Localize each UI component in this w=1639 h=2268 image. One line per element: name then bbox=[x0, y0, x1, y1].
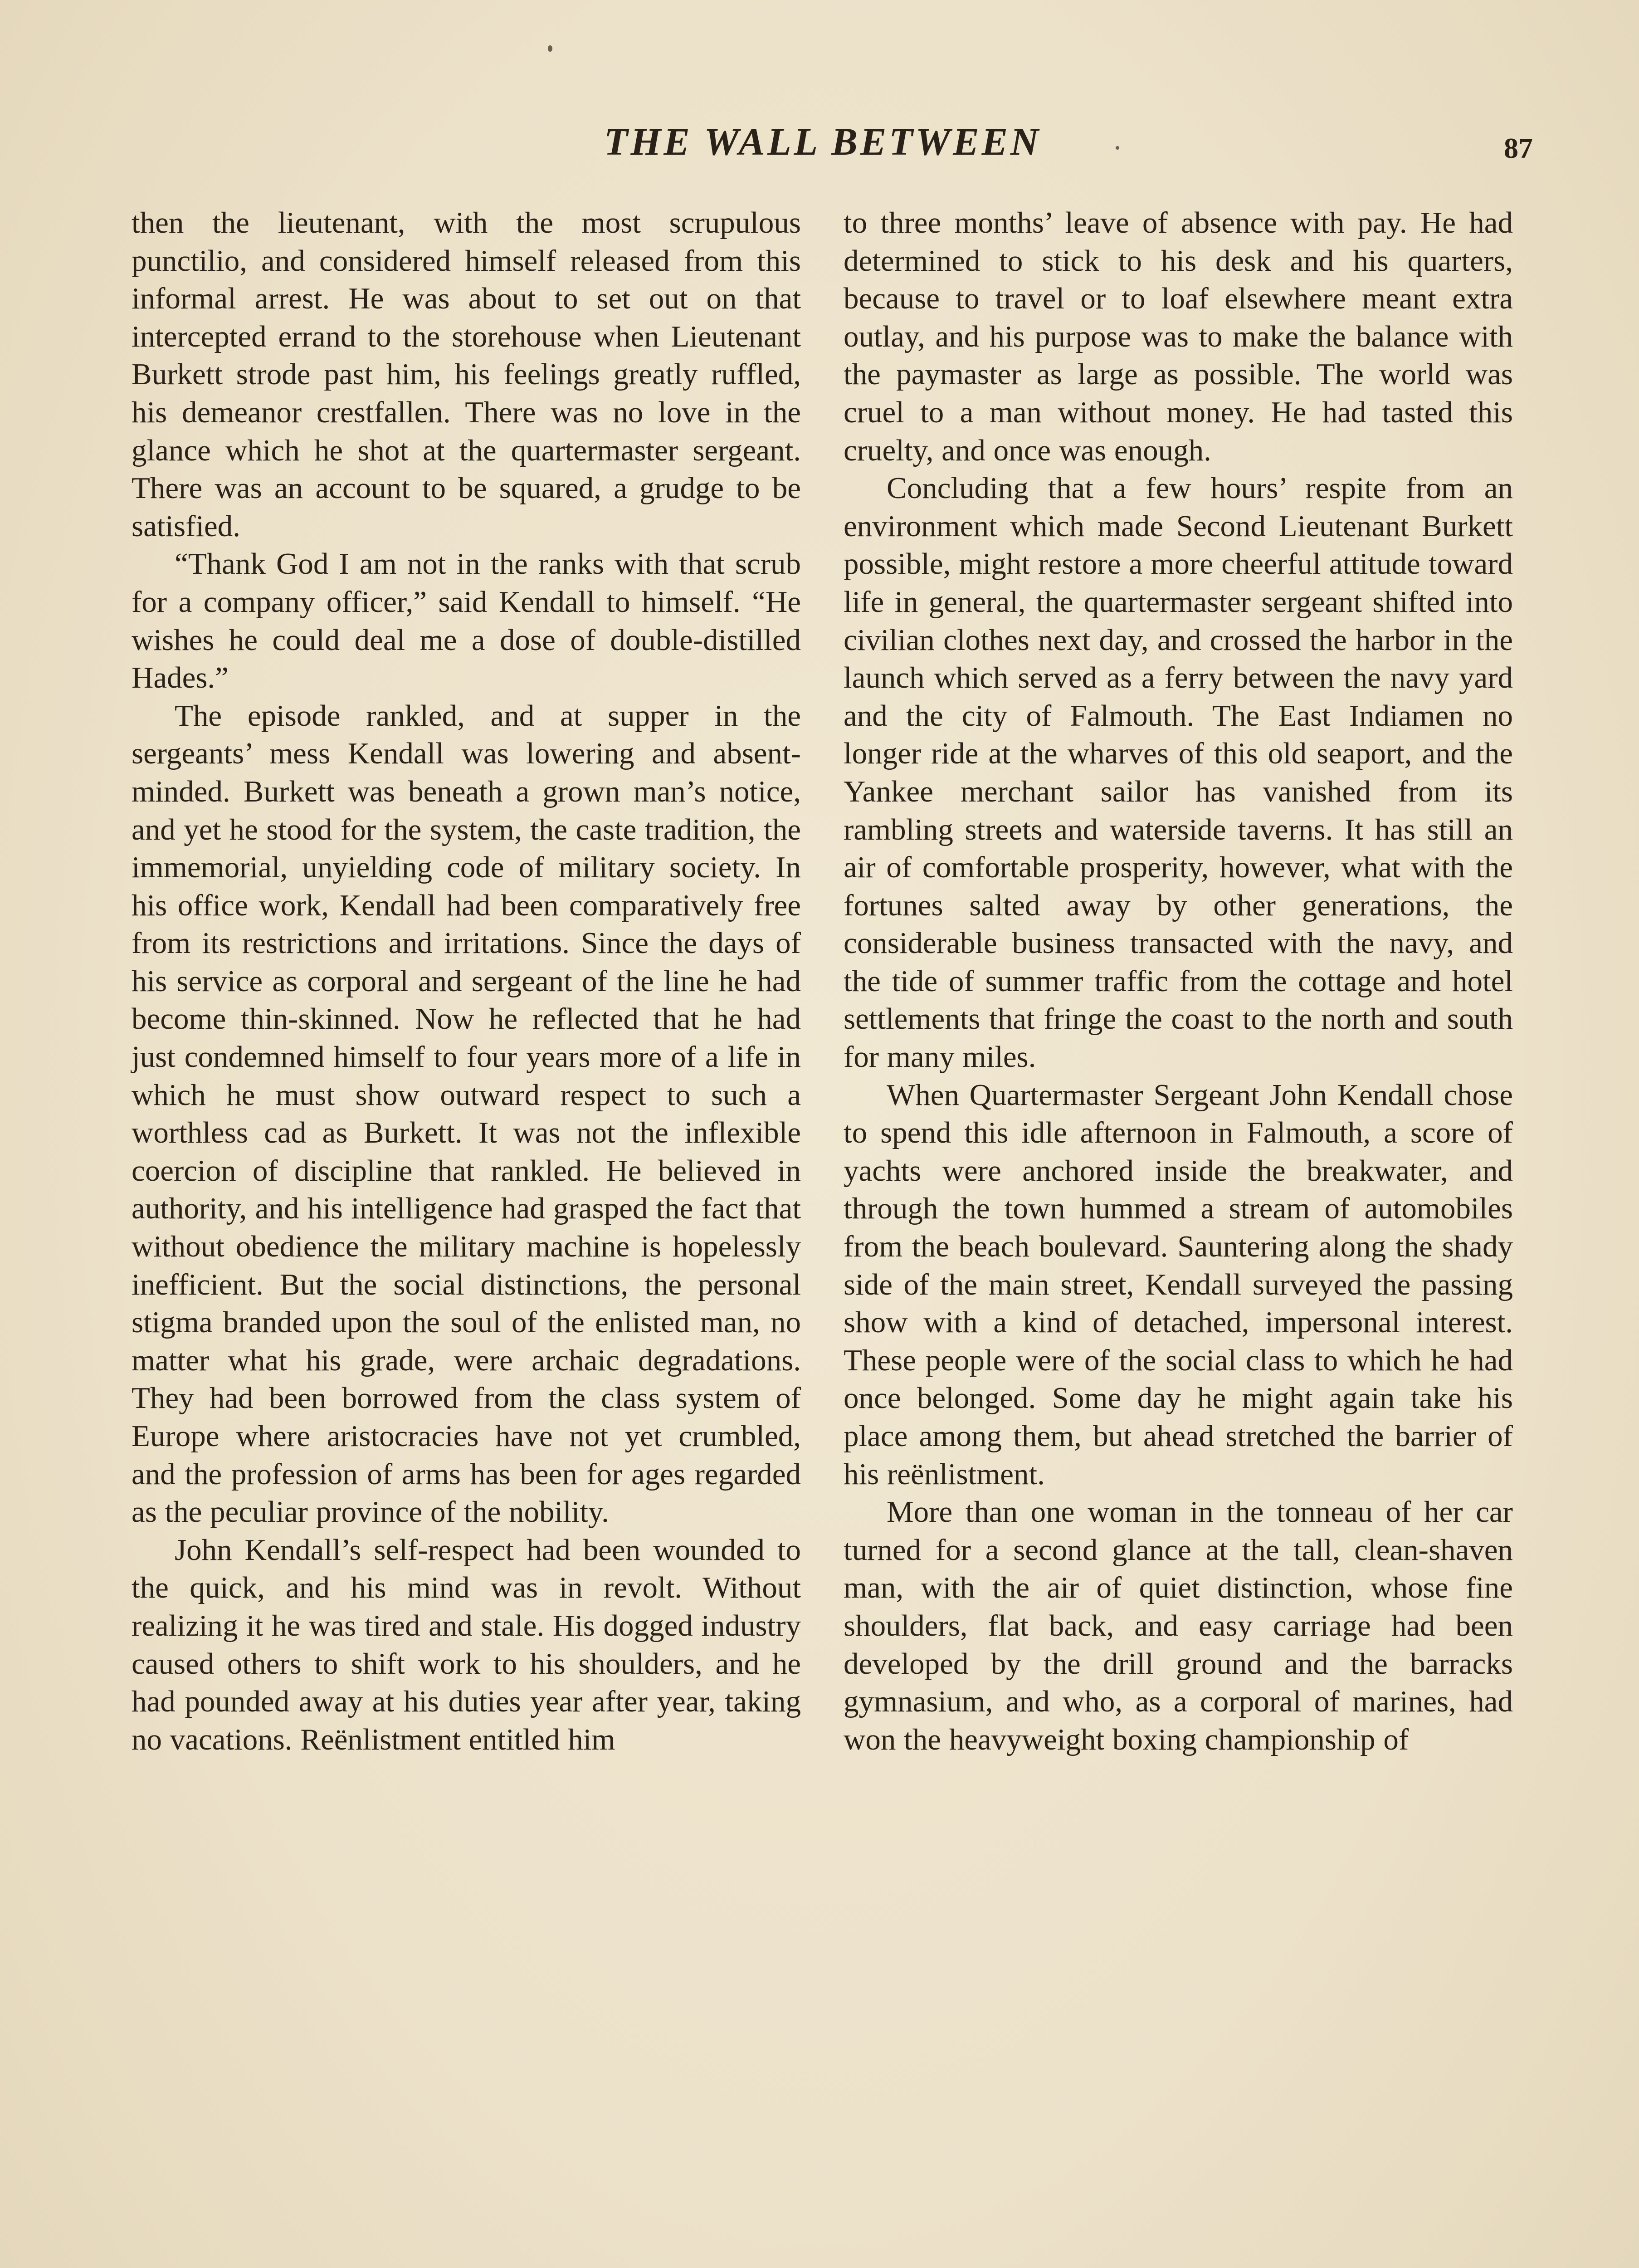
paragraph: to three months’ leave of absence with pay. He had determined to stick to his desk and his quarters, because to travel or to loaf elsewhere meant extra outlay, and his purpose was to make the balance with the paymaster as large as possible. The world was cruel to a man without money. He had tasted this cruelty, and once was enough. bbox=[844, 206, 1513, 467]
paragraph: The episode rankled, and at supper in the sergeants’ mess Kendall was lowering and absent-minded. Burkett was beneath a grown man’s notice, and yet he stood for the system, the caste tradition, the immemorial, unyielding code of military society. In his office work, Kendall had been comparatively free from its restrictions and irritations. Since the days of his service as corporal and sergeant of the line he had become thin-skinned. Now he reflected that he had just condemned himself to four years more of a life in which he must show outward respect to such a worthless cad as Burkett. It was not the inflexible coercion of discipline that rankled. He believed in authority, and his intelligence had grasped the fact that without obedience the military machine is hopelessly inefficient. But the social distinctions, the personal stigma branded upon the soul of the enlisted man, no matter what his grade, were archaic degradations. They had been borrowed from the class system of Europe where aristocracies have not yet crumbled, and the profession of arms has been for ages regarded as the peculiar province of the nobility. bbox=[132, 699, 801, 1529]
paragraph: More than one woman in the tonneau of her car turned for a second glance at the tall, clean-shaven man, with the air of quiet distinction, whose fine shoulders, flat back, and easy carriage had been developed by the drill ground and the barracks gymnasium, and who, as a corporal of marines, had won the heavyweight boxing championship of bbox=[844, 1495, 1513, 1756]
page-number: 87 bbox=[1504, 132, 1533, 164]
right-column bbox=[844, 204, 1513, 1759]
paragraph: Concluding that a few hours’ respite from an environment which made Second Lieutenant Burkett possible, might restore a more cheerful attitude toward life in general, the quartermaster sergeant shifted into civilian clothes next day, and crossed the harbor in the launch which served as a ferry between the navy yard and the city of Falmouth. The East Indiamen no longer ride at the wharves of this old seaport, and the Yankee merchant sailor has vanished from its rambling streets and waterside taverns. It has still an air of comfortable prosperity, however, what with the fortunes salted away by other generations, the considerable business transacted with the navy, and the tide of summer traffic from the cottage and hotel settlements that fringe the coast to the north and south for many miles. bbox=[844, 471, 1513, 1074]
paragraph: “Thank God I am not in the ranks with that scrub for a company officer,” said Kendall to himself. “He wishes he could deal me a dose of double-distilled Hades.” bbox=[132, 547, 801, 695]
paragraph: John Kendall’s self-respect had been wounded to the quick, and his mind was in revolt. Without realizing it he was tired and stale. His dogged industry caused others to shift work to his shoulders, and he had pounded away at his duties year after year, taking no vacations. Reënlistment entitled him bbox=[132, 1533, 801, 1756]
ink-speck bbox=[548, 45, 552, 52]
ink-speck bbox=[1116, 146, 1119, 150]
running-head-title: THE WALL BETWEEN bbox=[604, 120, 1042, 163]
paragraph: then the lieutenant, with the most scrupulous punctilio, and considered himself released from this informal arrest. He was about to set out on that intercepted errand to the storehouse when Lieutenant Burkett strode past him, his feelings greatly ruffled, his demeanor crestfallen. There was no love in the glance which he shot at the quartermaster sergeant. There was an account to be squared, a grudge to be satisfied. bbox=[132, 206, 801, 543]
paragraph: When Quartermaster Sergeant John Kendall chose to spend this idle afternoon in Falmouth, a score of yachts were anchored inside the breakwater, and through the town hummed a stream of automobiles from the beach boulevard. Sauntering along the shady side of the main street, Kendall surveyed the passing show with a kind of detached, impersonal interest. These people were of the social class to which he had once belonged. Some day he might again take his place among them, but ahead stretched the barrier of his reënlistment. bbox=[844, 1078, 1513, 1491]
left-column bbox=[132, 204, 801, 1759]
